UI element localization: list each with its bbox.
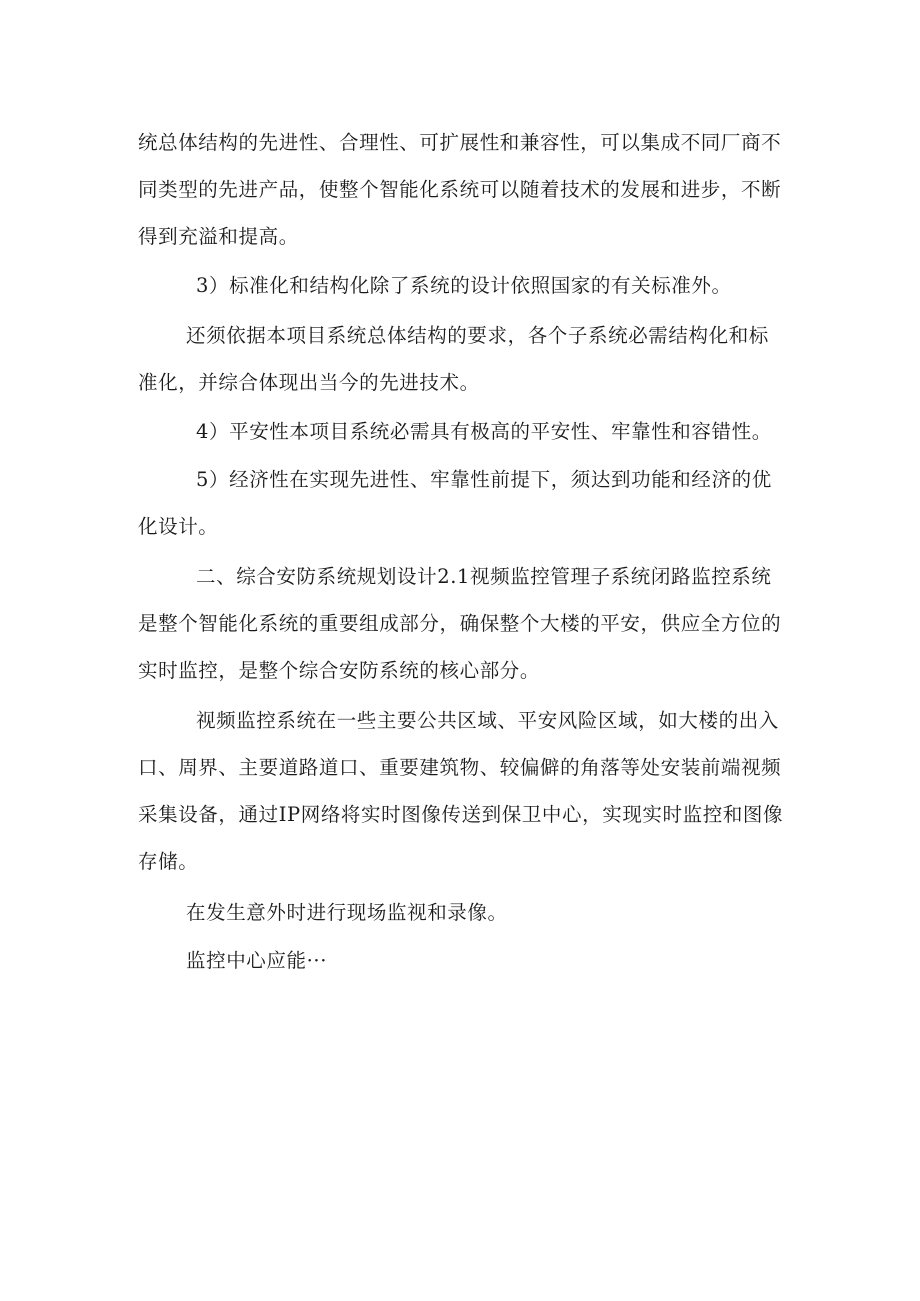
paragraph-video-monitoring: 视频监控系统在一些主要公共区域、平安风险区域，如大楼的出入口、周界、主要道路道口、重要建筑物、较偏僻的角落等处安装前端视频采集设备，通过IP网络将实时图像传送到保卫中心，实现实时监控和图像存储。 [138, 709, 784, 873]
paragraph-control-center: 监控中心应能··· [186, 949, 327, 972]
paragraph-security-plan-heading: 二、综合安防系统规划设计2.1视频监控管理子系统闭路监控系统是整个智能化系统的重要组成部分，确保整个大楼的平安，供应全方位的实时监控，是整个综合安防系统的核心部分。 [138, 565, 782, 682]
paragraph-system-advancement: 统总体结构的先进性、合理性、可扩展性和兼容性，可以集成不同厂商不同类型的先进产品，使整个智能化系统可以随着技术的发展和进步，不断得到充溢和提高。 [138, 131, 782, 248]
paragraph-incident-recording: 在发生意外时进行现场监视和录像。 [186, 901, 508, 924]
paragraph-security: 4）平安性本项目系统必需具有极高的平安性、牢靠性和容错性。 [196, 420, 772, 443]
paragraph-structure-requirements: 还须依据本项目系统总体结构的要求，各个子系统必需结构化和标准化，并综合体现出当今的先进技术。 [138, 324, 769, 394]
paragraph-economy: 5）经济性在实现先进性、牢靠性前提下，须达到功能和经济的优化设计。 [138, 468, 772, 538]
paragraph-standardization: 3）标准化和结构化除了系统的设计依照国家的有关标准外。 [196, 274, 732, 297]
